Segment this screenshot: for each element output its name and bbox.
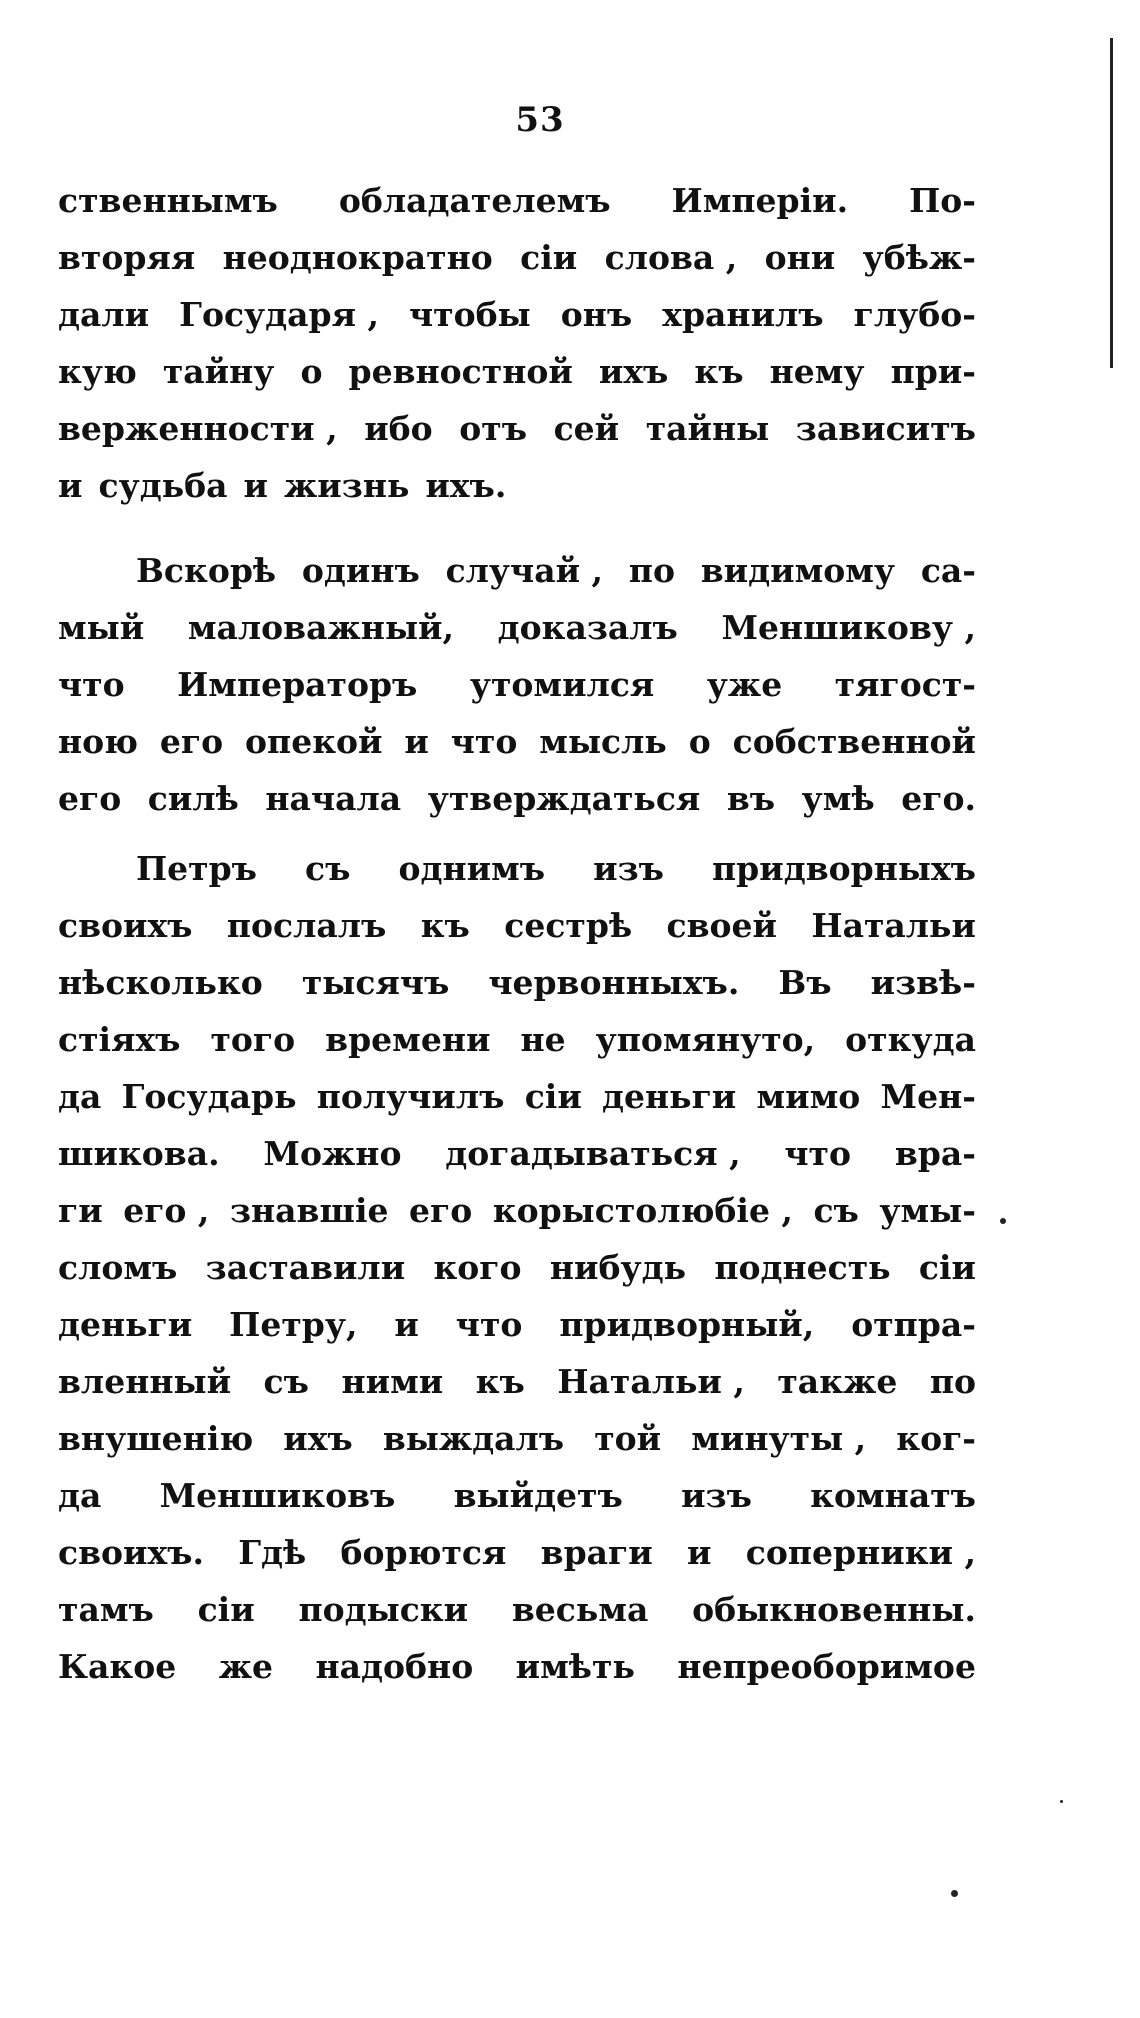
text-line — [58, 400, 976, 457]
word: обыкновенны. — [692, 1590, 976, 1629]
word: откуда — [845, 1020, 976, 1059]
word: Можно — [263, 1134, 402, 1173]
text-line — [58, 1239, 976, 1296]
paragraph — [58, 172, 976, 514]
word: подыски — [298, 1590, 469, 1629]
word: Въ — [778, 963, 832, 1002]
word: нему — [769, 352, 865, 391]
word: да — [58, 1476, 102, 1515]
word: упомянуто, — [595, 1020, 816, 1059]
text-line — [58, 229, 976, 286]
word: той — [594, 1419, 662, 1458]
word: собственной — [732, 722, 976, 761]
text-line — [58, 897, 976, 954]
word: Мен- — [880, 1077, 976, 1116]
word: тысячъ — [301, 963, 450, 1002]
word: своихъ — [58, 906, 193, 945]
word: мысль — [539, 722, 667, 761]
word: времени — [325, 1020, 491, 1059]
word: надобно — [315, 1647, 474, 1686]
word: вра- — [894, 1134, 976, 1173]
word: тайну — [162, 352, 275, 391]
word: придворныхъ — [712, 849, 976, 888]
text-line — [58, 286, 976, 343]
word: своихъ. — [58, 1533, 204, 1572]
text-line — [58, 954, 976, 1011]
word: что — [58, 665, 125, 704]
word: сіи — [520, 238, 578, 277]
word: чтобы — [409, 295, 531, 334]
word: сей — [553, 409, 620, 448]
word: неоднократно — [222, 238, 493, 277]
word: однимъ — [398, 849, 546, 888]
text-line — [58, 1524, 976, 1581]
word: выйдетъ — [453, 1476, 623, 1515]
word: непреоборимое — [677, 1647, 976, 1686]
word: къ — [420, 906, 470, 945]
word: къ — [475, 1362, 525, 1401]
word: и — [243, 466, 268, 505]
word: начала — [265, 779, 402, 818]
paragraph — [58, 542, 976, 827]
word: знавшіе — [229, 1191, 389, 1230]
word: обладателемъ — [338, 181, 611, 220]
text-line — [58, 1581, 976, 1638]
word: деньги — [602, 1077, 737, 1116]
word: стіяхъ — [58, 1020, 181, 1059]
word: убѣж- — [862, 238, 976, 277]
word: отъ — [459, 409, 528, 448]
word: слова , — [604, 238, 738, 277]
word: кого — [433, 1248, 522, 1287]
page-edge-rule — [1110, 38, 1113, 368]
word: о — [300, 352, 323, 391]
text-line — [58, 1011, 976, 1068]
word: Меншикову , — [721, 608, 976, 647]
word: его , — [123, 1191, 210, 1230]
word: съ — [813, 1191, 859, 1230]
word: кую — [58, 352, 137, 391]
word: ихъ — [598, 352, 669, 391]
word: своей — [666, 906, 778, 945]
word: соперники , — [745, 1533, 976, 1572]
word: ними — [341, 1362, 444, 1401]
word: догадываться , — [445, 1134, 741, 1173]
word: Гдѣ — [238, 1533, 307, 1572]
text-line — [58, 1182, 976, 1239]
page-number: 53 — [515, 100, 565, 140]
word: враги — [540, 1533, 653, 1572]
text-line — [58, 542, 976, 599]
word: Вскорѣ — [136, 551, 277, 590]
word: и — [404, 722, 429, 761]
text-line — [58, 1638, 976, 1695]
text-line — [58, 457, 976, 514]
word: комнатъ — [810, 1476, 976, 1515]
text-line — [58, 599, 976, 656]
word: съ — [305, 849, 351, 888]
word: умѣ — [801, 779, 875, 818]
text-line — [58, 1410, 976, 1467]
text-line — [58, 1467, 976, 1524]
word: ною — [58, 722, 139, 761]
word: при- — [890, 352, 976, 391]
word: борются — [340, 1533, 507, 1572]
word: выждалъ — [382, 1419, 565, 1458]
word: также — [777, 1362, 898, 1401]
word: по — [628, 551, 675, 590]
word: имѣть — [515, 1647, 635, 1686]
word: Петру, — [229, 1305, 358, 1344]
word: получилъ — [316, 1077, 505, 1116]
text-line — [58, 840, 976, 897]
word: и — [687, 1533, 712, 1572]
word: тягост- — [834, 665, 976, 704]
word: его — [58, 779, 122, 818]
ink-speck — [1000, 1218, 1006, 1224]
word: одинъ — [301, 551, 420, 590]
word: тайны — [645, 409, 770, 448]
word: По- — [909, 181, 976, 220]
word: сестрѣ — [504, 906, 633, 945]
word: сіи — [918, 1248, 976, 1287]
word: сіи — [197, 1590, 255, 1629]
word: нибудь — [549, 1248, 687, 1287]
word: не — [520, 1020, 566, 1059]
body-text — [58, 172, 976, 1695]
word: ревностной — [348, 352, 573, 391]
word: утомился — [469, 665, 655, 704]
word: придворный, — [559, 1305, 815, 1344]
word: судьба — [98, 466, 228, 505]
word: шикова. — [58, 1134, 220, 1173]
word: вторяя — [58, 238, 196, 277]
text-line — [58, 1068, 976, 1125]
word: минуты , — [691, 1419, 867, 1458]
word: опекой — [245, 722, 383, 761]
word: что — [784, 1134, 852, 1173]
word: поднесть — [714, 1248, 891, 1287]
word: мимо — [756, 1077, 861, 1116]
word: нѣсколько — [58, 963, 263, 1002]
word: о — [688, 722, 711, 761]
word: Какое — [58, 1647, 177, 1686]
word: онъ — [560, 295, 633, 334]
word: червонныхъ. — [488, 963, 740, 1002]
word: Императоръ — [177, 665, 418, 704]
word: извѣ- — [870, 963, 976, 1002]
text-line — [58, 656, 976, 713]
word: верженности , — [58, 409, 338, 448]
paragraph — [58, 840, 976, 1695]
text-line — [58, 770, 976, 827]
word: Меншиковъ — [159, 1476, 396, 1515]
word: тамъ — [58, 1590, 154, 1629]
word: Натальи — [811, 906, 976, 945]
ink-speck — [1060, 1800, 1063, 1803]
text-line — [58, 1296, 976, 1353]
text-line — [58, 343, 976, 400]
word: Петръ — [136, 849, 257, 888]
word: уже — [706, 665, 783, 704]
word: хранилъ — [662, 295, 824, 334]
word: корыстолюбіе , — [492, 1191, 793, 1230]
word: его — [409, 1191, 473, 1230]
word: они — [764, 238, 836, 277]
word: же — [218, 1647, 274, 1686]
word: его. — [901, 779, 976, 818]
word: Государя , — [179, 295, 379, 334]
word: случай , — [445, 551, 604, 590]
word: и — [394, 1305, 419, 1344]
word: Натальи , — [557, 1362, 745, 1401]
word: въ — [726, 779, 776, 818]
word: и — [58, 466, 83, 505]
word: утверждаться — [427, 779, 701, 818]
word: сломъ — [58, 1248, 178, 1287]
word: видимому — [700, 551, 896, 590]
word: что — [450, 722, 518, 761]
word: ког- — [896, 1419, 976, 1458]
word: Государь — [121, 1077, 297, 1116]
word: маловажный, — [187, 608, 455, 647]
word: ибо — [364, 409, 433, 448]
word: что — [455, 1305, 523, 1344]
text-line — [58, 1125, 976, 1182]
word: съ — [263, 1362, 309, 1401]
word: того — [210, 1020, 296, 1059]
word: послалъ — [226, 906, 387, 945]
word: вленный — [58, 1362, 232, 1401]
word: глубо- — [853, 295, 976, 334]
word: ихъ — [283, 1419, 353, 1458]
word: умы- — [879, 1191, 976, 1230]
word: къ — [694, 352, 744, 391]
word: дали — [58, 295, 150, 334]
word: да — [58, 1077, 102, 1116]
text-line — [58, 172, 976, 229]
word: доказалъ — [497, 608, 678, 647]
word: сіи — [524, 1077, 582, 1116]
word: ственнымъ — [58, 181, 278, 220]
word: отпра- — [851, 1305, 976, 1344]
word: мый — [58, 608, 145, 647]
word: са- — [920, 551, 976, 590]
word: внушенію — [58, 1419, 254, 1458]
word: изъ — [681, 1476, 752, 1515]
word: деньги — [58, 1305, 193, 1344]
word: ихъ. — [425, 466, 507, 505]
word: весьма — [511, 1590, 649, 1629]
word: его — [159, 722, 224, 761]
word: Имперіи. — [671, 181, 849, 220]
word: зависитъ — [795, 409, 976, 448]
word: заставили — [205, 1248, 406, 1287]
ink-speck — [951, 1890, 958, 1897]
text-line — [58, 713, 976, 770]
text-line — [58, 1353, 976, 1410]
word: по — [929, 1362, 976, 1401]
word: ги — [58, 1191, 103, 1230]
word: силѣ — [147, 779, 239, 818]
word: изъ — [593, 849, 664, 888]
word: жизнь — [283, 466, 410, 505]
